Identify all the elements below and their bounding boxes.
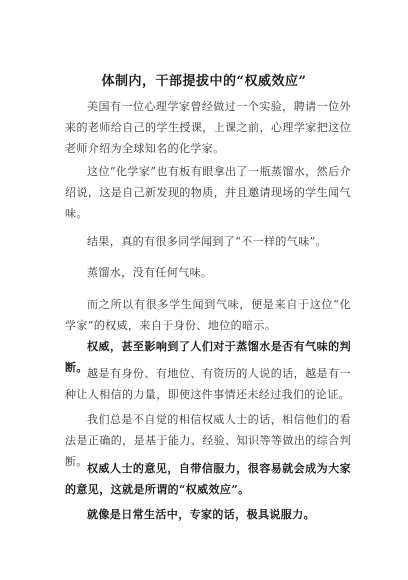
- paragraph-no-smell: 蒸馏水，没有任何气味。: [87, 266, 213, 279]
- paragraph-status-power: 越是有身份、有地位、有资历的人说的话，越是有一种让人相信的力量，即使这件事情还未经过我们的论证。: [65, 367, 351, 401]
- paragraph-authority-effect: 权威人士的意见，自带信服力，很容易就会成为大家的意见，这就是所谓的“权威效应”。: [65, 462, 351, 496]
- document-title: 体制内，干部提拔中的“权威效应”: [101, 74, 307, 89]
- paragraph-authority-source: 而之所以有很多学生闻到气味，便是来自于这位“化学家”的权威，来自于身份、地位的暗示。: [65, 298, 351, 332]
- paragraph-authority-judgment: 权威，甚至影响到了人们对于蒸馏水是否有气味的判断。: [65, 340, 351, 374]
- paragraph-expert-words: 就像是日常生活中，专家的话，极具说服力。: [87, 508, 315, 521]
- paragraph-experiment-intro: 美国有一位心理学家曾经做过一个实验，聘请一位外来的老师给自己的学生授课，上课之前，心理学家把这位老师介绍为全球知名的化学家。: [65, 100, 351, 155]
- paragraph-result: 结果，真的有很多同学闻到了“不一样的气味”。: [87, 235, 328, 248]
- paragraph-distilled-water: 这位“化学家”也有板有眼拿出了一瓶蒸馏水，然后介绍说，这是自己新发现的物质，并且邀请现场的学生闻气味。: [65, 165, 351, 220]
- paragraph-trust-authority: 我们总是不自觉的相信权威人士的话，相信他们的看法是正确的，是基于能力、经验、知识等等做出的综合判断。: [65, 413, 351, 468]
